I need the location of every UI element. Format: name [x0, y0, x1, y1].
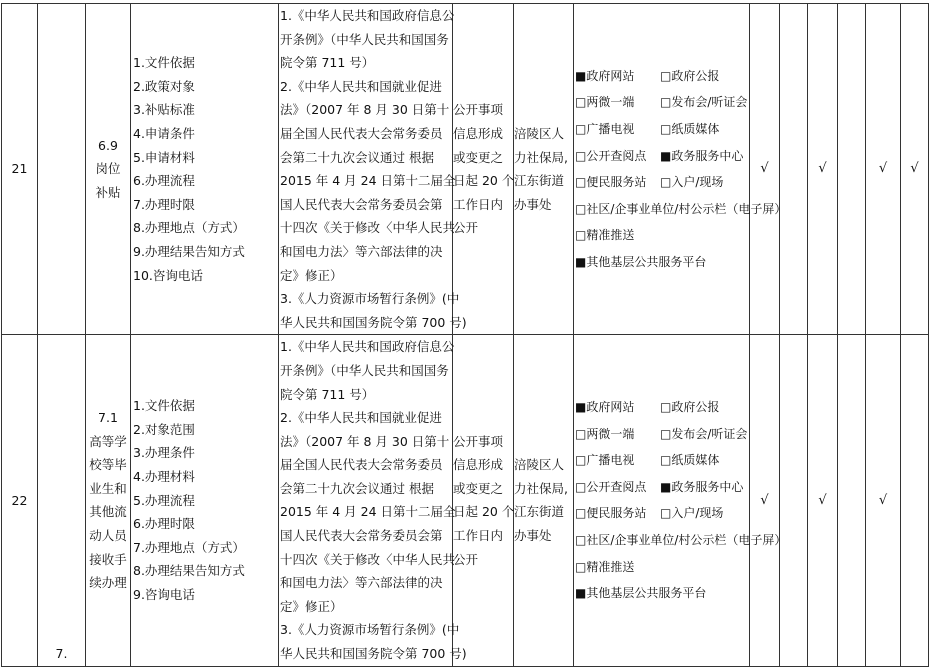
channel-row: [575, 196, 787, 223]
disclosure-time-line: 信息形成: [453, 457, 504, 473]
disclosure-channels-cell: [574, 335, 787, 666]
disclosure-time-line: 或变更之: [453, 480, 504, 496]
item-name-line: 业生和: [89, 480, 127, 496]
check-mark-cell: √: [750, 335, 780, 666]
item-name-line: 接收手: [89, 551, 127, 567]
channel-option: ■政务服务中心: [660, 479, 744, 494]
legal-basis-line: 1.《中华人民共和国政府信息公: [280, 339, 455, 355]
disclosure-subject-line: 涪陵区人: [514, 457, 565, 473]
channel-option: ■政府网站: [575, 400, 635, 415]
check-mark-cell: √: [808, 335, 838, 666]
content-item: 1.文件依据: [133, 55, 195, 71]
disclosure-time-line: 或变更之: [453, 149, 504, 165]
legal-basis-line: 1.《中华人民共和国政府信息公: [280, 8, 455, 23]
legal-basis-line: 十四次《关于修改〈中华人民共: [280, 220, 456, 236]
content-item: 3.补贴标准: [133, 102, 195, 118]
disclosure-subject-cell: [514, 4, 574, 335]
channel-row: [575, 63, 749, 90]
legal-basis-line: 和国电力法〉等六部法律的决: [280, 243, 443, 259]
content-item: 4.申请条件: [133, 125, 195, 141]
table-row: [2, 4, 929, 335]
content-item: 1.文件依据: [133, 398, 195, 414]
channel-row: [575, 474, 749, 501]
disclosure-subject-line: 江东街道: [514, 504, 565, 520]
legal-basis-line: 开条例》（中华人民共和国国务: [280, 31, 449, 47]
disclosure-time-line: 日起 20 个: [453, 504, 515, 520]
legal-basis-line: 2015 年 4 月 24 日第十二届全: [280, 173, 456, 189]
check-mark-cell: [901, 335, 929, 666]
item-name-line: 续办理: [89, 575, 127, 591]
check-mark-cell: √: [808, 4, 838, 335]
channel-option: □两微一端: [575, 95, 635, 110]
item-name-cell: [86, 335, 131, 666]
disclosure-subject-line: 涪陵区人: [514, 125, 565, 141]
category-label: 7.: [55, 646, 68, 662]
legal-basis-line: 国人民代表大会常务委员会第: [280, 528, 443, 544]
content-item: 3.办理条件: [133, 445, 195, 461]
channel-row: [575, 554, 749, 581]
channel-option: □公开查阅点: [575, 479, 647, 494]
content-item: 7.办理时限: [133, 196, 195, 212]
channel-option: □纸质媒体: [660, 121, 720, 136]
check-mark-cell: √: [866, 335, 901, 666]
channel-row: [575, 500, 749, 527]
legal-basis-line: 和国电力法〉等六部法律的决: [280, 575, 443, 591]
content-item: 2.政策对象: [133, 78, 195, 94]
content-item: 4.办理材料: [133, 469, 195, 485]
content-item: 5.办理流程: [133, 492, 195, 508]
channel-option: □政府公报: [660, 400, 720, 415]
legal-basis-line: 定》修正）: [280, 267, 343, 283]
content-item: 9.咨询电话: [133, 587, 195, 603]
channel-row: [575, 116, 749, 143]
legal-basis-line: 2015 年 4 月 24 日第十二届全: [280, 504, 456, 520]
content-item: 10.咨询电话: [133, 267, 203, 283]
disclosure-table: [1, 3, 929, 667]
channel-option: □精准推送: [575, 559, 635, 574]
channel-option: □广播电视: [575, 121, 635, 136]
legal-basis-line: 十四次《关于修改〈中华人民共: [280, 551, 456, 567]
channel-option: □入户/现场: [660, 175, 724, 190]
check-mark-cell: [780, 335, 808, 666]
disclosure-subject-line: 江东街道: [514, 173, 565, 189]
legal-basis-line: 届全国人民代表大会常务委员: [280, 457, 443, 473]
legal-basis-line: 会第二十九次会议通过 根据: [280, 480, 434, 496]
channel-row: [575, 249, 749, 276]
disclosure-subject-line: 力社保局,: [514, 149, 568, 165]
check-mark-cell: [838, 335, 866, 666]
content-list-cell: [131, 335, 279, 666]
content-item: 6.办理时限: [133, 516, 195, 532]
legal-basis-line: 届全国人民代表大会常务委员: [280, 125, 443, 141]
disclosure-time-line: 日起 20 个: [453, 173, 515, 189]
disclosure-time-cell: [453, 4, 514, 335]
disclosure-subject-line: 力社保局,: [514, 480, 568, 496]
channel-row: [575, 169, 749, 196]
content-item: 2.对象范围: [133, 421, 195, 437]
legal-basis-line: 院令第 711 号）: [280, 55, 375, 71]
legal-basis-cell: [279, 335, 467, 666]
legal-basis-line: 定》修正）: [280, 598, 343, 614]
legal-basis-line: 华人民共和国国务院令第 700 号): [280, 314, 467, 330]
legal-basis-line: 院令第 711 号）: [280, 386, 375, 402]
disclosure-time-cell: [453, 335, 514, 666]
channel-row: [575, 222, 749, 249]
legal-basis-line: 国人民代表大会常务委员会第: [280, 196, 443, 212]
channel-option: □便民服务站: [575, 506, 647, 521]
disclosure-time-line: 信息形成: [453, 125, 504, 141]
channel-option: □精准推送: [575, 228, 635, 243]
item-name-line: 补贴: [95, 184, 121, 200]
disclosure-time-line: 公开: [453, 220, 479, 236]
table-body: [2, 4, 929, 667]
check-mark-cell: √: [901, 4, 929, 335]
disclosure-time-line: 公开: [453, 551, 479, 567]
row-number: 22: [2, 335, 38, 666]
channel-option: □广播电视: [575, 453, 635, 468]
channel-option: □发布会/听证会: [660, 426, 748, 441]
channel-option: □社区/企事业单位/村公示栏（电子屏）: [575, 533, 787, 548]
item-name-line: 动人员: [89, 528, 127, 544]
channel-row: [575, 89, 749, 116]
legal-basis-line: 3.《人力资源市场暂行条例》(中: [280, 291, 460, 307]
channel-option: □纸质媒体: [660, 453, 720, 468]
legal-basis-line: 法》（2007 年 8 月 30 日第十: [280, 433, 450, 449]
legal-basis-line: 2.《中华人民共和国就业促进: [280, 410, 442, 426]
item-name-line: 校等毕: [89, 457, 127, 473]
content-item: 5.申请材料: [133, 149, 195, 165]
check-mark-cell: √: [866, 4, 901, 335]
disclosure-subject-line: 办事处: [514, 528, 552, 544]
legal-basis-line: 华人民共和国国务院令第 700 号): [280, 646, 467, 662]
legal-basis-line: 法》（2007 年 8 月 30 日第十: [280, 102, 450, 118]
table-row: [2, 335, 929, 666]
channel-row: [575, 421, 749, 448]
channel-option: ■其他基层公共服务平台: [575, 586, 707, 601]
disclosure-time-line: 公开事项: [453, 102, 504, 118]
check-mark-cell: √: [750, 4, 780, 335]
channel-row: [575, 527, 787, 554]
category-cell: [38, 335, 86, 666]
disclosure-subject-line: 办事处: [514, 196, 552, 212]
check-mark-cell: [838, 4, 866, 335]
row-number: 21: [2, 4, 38, 335]
disclosure-time-line: 工作日内: [453, 528, 504, 544]
channel-row: [575, 580, 749, 607]
item-name-line: 其他流: [89, 504, 127, 520]
channel-option: □入户/现场: [660, 506, 724, 521]
item-name-cell: [86, 4, 131, 335]
item-name-line: 岗位: [95, 161, 121, 177]
channel-option: □便民服务站: [575, 175, 647, 190]
channel-option: ■其他基层公共服务平台: [575, 254, 707, 269]
channel-option: □政府公报: [660, 68, 720, 83]
item-name-line: 高等学: [89, 433, 127, 449]
channel-row: [575, 394, 749, 421]
item-code: 6.9: [98, 137, 118, 153]
content-item: 7.办理地点（方式）: [133, 539, 245, 555]
channel-option: □两微一端: [575, 426, 635, 441]
channel-option: □发布会/听证会: [660, 95, 748, 110]
content-item: 9.办理结果告知方式: [133, 243, 245, 259]
content-item: 8.办理结果告知方式: [133, 563, 245, 579]
legal-basis-cell: [279, 4, 467, 335]
channel-option: ■政务服务中心: [660, 148, 744, 163]
content-list-cell: [131, 4, 279, 335]
disclosure-time-line: 工作日内: [453, 196, 504, 212]
channel-option: ■政府网站: [575, 68, 635, 83]
legal-basis-line: 开条例》（中华人民共和国国务: [280, 362, 449, 378]
channel-option: □公开查阅点: [575, 148, 647, 163]
disclosure-time-line: 公开事项: [453, 433, 504, 449]
channel-option: □社区/企事业单位/村公示栏（电子屏）: [575, 201, 787, 216]
channel-row: [575, 143, 749, 170]
channel-row: [575, 447, 749, 474]
content-item: 6.办理流程: [133, 173, 195, 189]
check-mark-cell: [780, 4, 808, 335]
content-item: 8.办理地点（方式）: [133, 220, 245, 236]
legal-basis-line: 3.《人力资源市场暂行条例》(中: [280, 622, 460, 638]
disclosure-subject-cell: [514, 335, 574, 666]
legal-basis-line: 会第二十九次会议通过 根据: [280, 149, 434, 165]
disclosure-channels-cell: [574, 4, 787, 335]
category-cell: [38, 4, 86, 335]
item-code: 7.1: [98, 410, 118, 426]
legal-basis-line: 2.《中华人民共和国就业促进: [280, 78, 442, 94]
